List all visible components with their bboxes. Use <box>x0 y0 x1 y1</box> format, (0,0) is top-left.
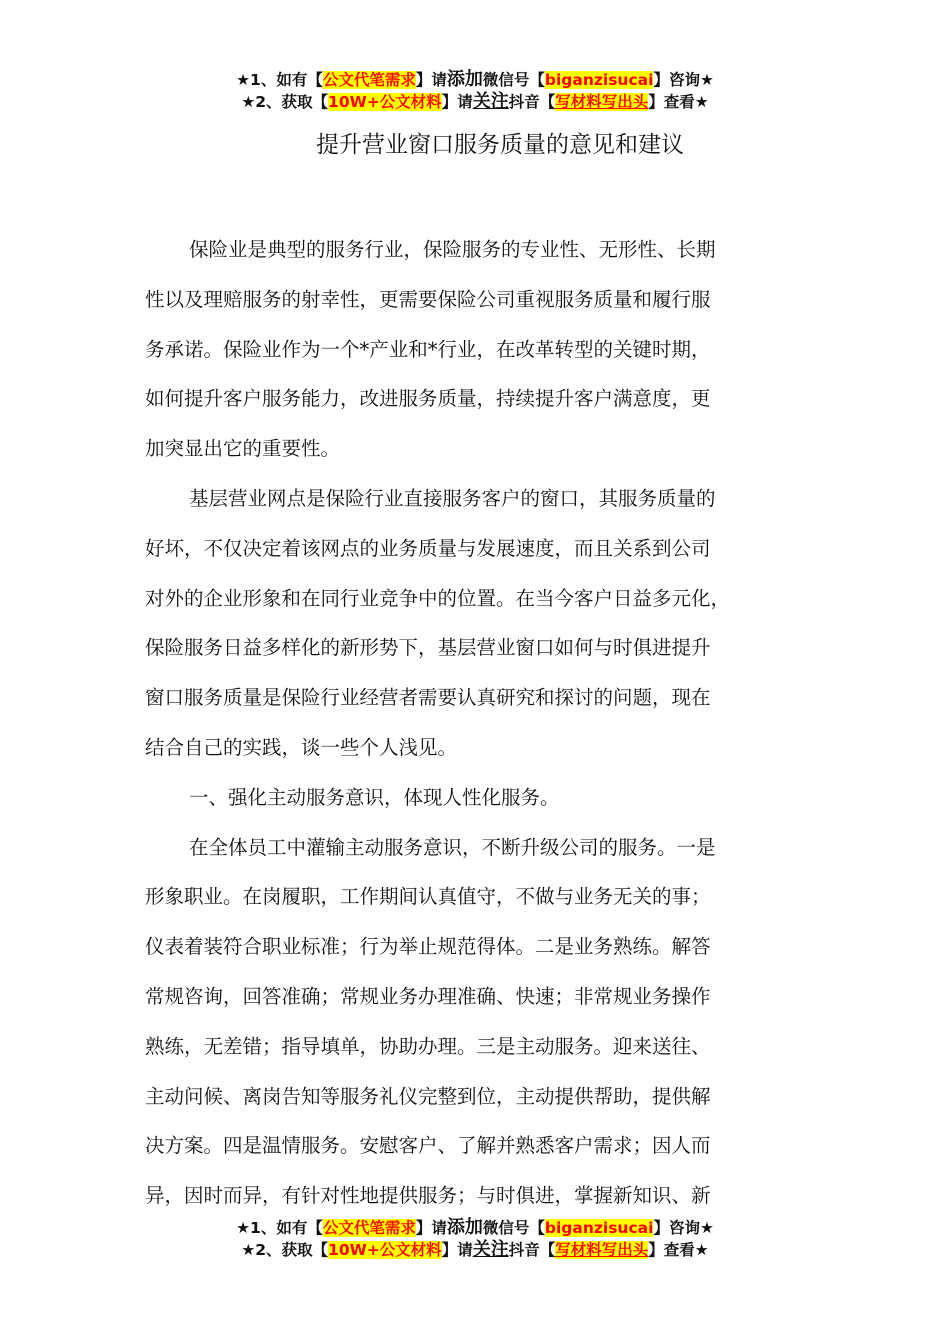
section-heading: 一、强化主动服务意识，体现人性化服务。 <box>189 785 560 809</box>
highlight-wechat-id: biganzisucai <box>544 71 654 89</box>
body-line: 仪表着装符合职业标准；行为举止规范得体。二是业务熟练。解答 <box>145 935 711 959</box>
body-line: 窗口服务质量是保险行业经营者需要认真研究和探讨的问题，现在 <box>145 686 711 710</box>
promo-line-2: ★2、获取【10W+公文材料】请关注抖音【写材料写出头】查看★ <box>241 91 709 112</box>
highlight-service: 公文代笔需求 <box>322 1219 416 1237</box>
body-line: 务承诺。保险业作为一个*产业和*行业，在改革转型的关键时期， <box>145 337 711 361</box>
body-line: 保险服务日益多样化的新形势下，基层营业窗口如何与时俱进提升 <box>145 636 711 660</box>
highlight-materials: 10W+公文材料 <box>328 93 442 111</box>
body-line: 如何提升客户服务能力，改进服务质量，持续提升客户满意度，更 <box>145 387 711 411</box>
document-title: 提升营业窗口服务质量的意见和建议 <box>316 132 684 158</box>
promo-line-1: ★1、如有【公文代笔需求】请添加微信号【biganzisucai】咨询★ <box>236 69 714 90</box>
highlight-wechat-id: biganzisucai <box>544 1219 654 1237</box>
body-line: 好坏，不仅决定着该网点的业务质量与发展速度，而且关系到公司 <box>145 536 711 560</box>
body-line: 基层营业网点是保险行业直接服务客户的窗口，其服务质量的 <box>189 486 716 510</box>
promo-header <box>0 69 950 113</box>
highlight-materials: 10W+公文材料 <box>328 1241 442 1259</box>
highlight-douyin: 写材料写出头 <box>555 93 649 111</box>
body-line: 在全体员工中灌输主动服务意识，不断升级公司的服务。一是 <box>189 835 716 859</box>
body-line: 保险业是典型的服务行业，保险服务的专业性、无形性、长期 <box>189 238 716 261</box>
body-line: 异，因时而异，有针对性地提供服务；与时俱进，掌握新知识、新 <box>145 1184 711 1208</box>
body-line: 形象职业。在岗履职，工作期间认真值守，不做与业务无关的事； <box>145 885 711 909</box>
body-line: 结合自己的实践，谈一些个人浅见。 <box>145 735 458 759</box>
body-line: 主动问候、离岗告知等服务礼仪完整到位，主动提供帮助，提供解 <box>145 1084 711 1108</box>
highlight-douyin: 写材料写出头 <box>555 1241 649 1259</box>
body-line: 熟练，无差错；指导填单，协助办理。三是主动服务。迎来送往、 <box>145 1034 711 1058</box>
highlight-service: 公文代笔需求 <box>322 71 416 89</box>
document-body <box>145 225 825 1221</box>
body-line: 常规咨询，回答准确；常规业务办理准确、快速；非常规业务操作 <box>145 984 711 1008</box>
body-line: 加突显出它的重要性。 <box>145 437 341 461</box>
promo-footer <box>0 1217 950 1261</box>
body-line: 决方案。四是温情服务。安慰客户、了解并熟悉客户需求；因人而 <box>145 1134 711 1158</box>
body-line: 对外的企业形象和在同行业竞争中的位置。在当今客户日益多元化， <box>145 586 731 610</box>
promo-line-2: ★2、获取【10W+公文材料】请关注抖音【写材料写出头】查看★ <box>241 1239 709 1260</box>
promo-line-1: ★1、如有【公文代笔需求】请添加微信号【biganzisucai】咨询★ <box>236 1217 714 1238</box>
body-line: 性以及理赔服务的射幸性，更需要保险公司重视服务质量和履行服 <box>145 287 711 311</box>
